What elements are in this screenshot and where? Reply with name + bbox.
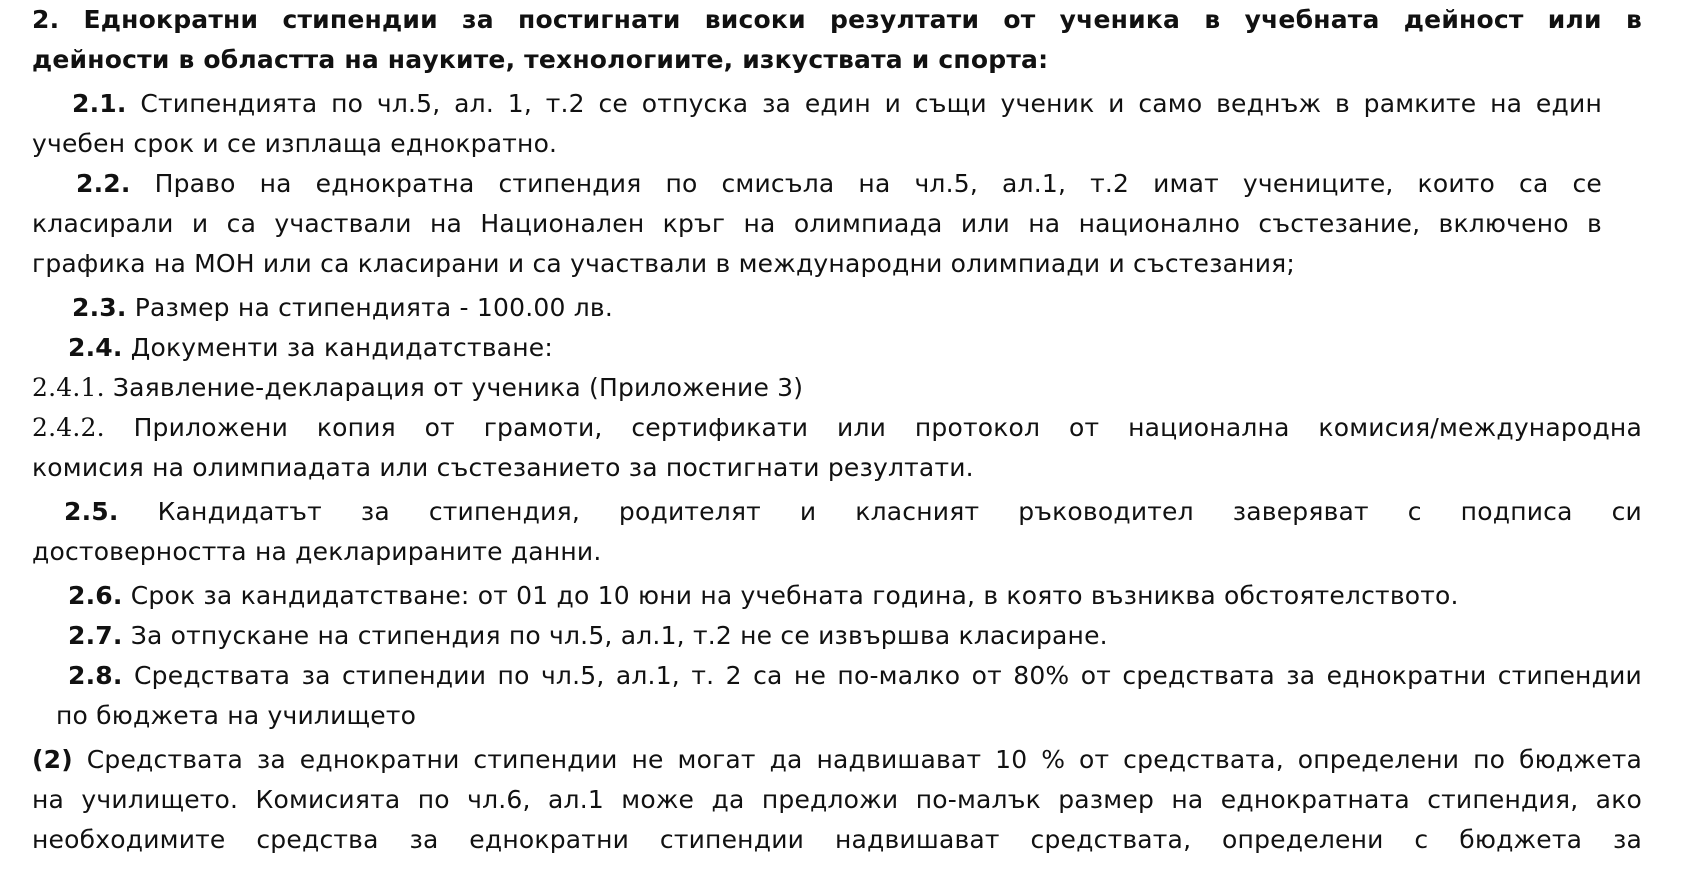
paragraph-text: За отпускане на стипендия по чл.5, ал.1, т.2 не се извършва класиране. (130, 621, 1108, 650)
paragraph-number: 2.6. (68, 581, 123, 610)
paragraph-2-4-1 (32, 370, 1642, 410)
paragraph-2-5-line-2: достоверността на декларираните данни. (32, 537, 602, 566)
paragraph-2-7 (68, 618, 1678, 658)
paragraph-text: Размер на стипендията - 100.00 лв. (134, 293, 613, 322)
paragraph-2-1-line-2: учебен срок и се изплаща еднократно. (32, 129, 558, 158)
paragraph-number: 2.5. (64, 497, 119, 526)
paragraph-number: 2.3. (72, 293, 127, 322)
paragraph-text: Право на еднократна стипендия по смисъла на чл.5, ал.1, т.2 имат учениците, които са се (154, 169, 1602, 198)
paragraph-text: Средствата за еднократни стипендии не могат да надвишават 10 % от средствата, определени по бюджета (86, 745, 1642, 774)
paragraph-number: 2.4.1. (32, 373, 105, 402)
paragraph-number: 2.7. (68, 621, 123, 650)
paragraph-2-line-1 (32, 742, 1642, 782)
paragraph-number: 2.4. (68, 333, 123, 362)
paragraph-text: Приложени копия от грамоти, сертификати или протокол от национална комисия/международна (133, 413, 1642, 442)
paragraph-2-1-line-1 (72, 86, 1602, 126)
section-heading-line-1: 2. Еднократни стипендии за постигнати високи резултати от ученика в учебната дейност или в (32, 5, 1642, 34)
paragraph-2-4-2-line-1 (32, 410, 1642, 450)
paragraph-text: Стипендията по чл.5, ал. 1, т.2 се отпуска за един и същи ученик и само веднъж в рамките на един (140, 89, 1602, 118)
paragraph-text: Средствата за стипендии по чл.5, ал.1, т. 2 са не по-малко от 80% от средствата за еднократни стипендии (133, 661, 1642, 690)
paragraph-number: 2.2. (76, 169, 131, 198)
paragraph-2-4 (68, 330, 1678, 370)
paragraph-2-line-3: необходимите средства за еднократни стипендии надвишават средствата, определени с бюджета за (32, 825, 1642, 854)
section-heading-line-2: дейности в областта на науките, технологиите, изкуствата и спорта: (32, 45, 1049, 74)
paragraph-2-2-line-3: графика на МОН или са класирани и са участвали в международни олимпиади и състезания; (32, 249, 1296, 278)
paragraph-number: (2) (32, 745, 73, 774)
paragraph-text: Документи за кандидатстване: (130, 333, 553, 362)
paragraph-2-4-2-line-2: комисия на олимпиадата или състезанието за постигнати резултати. (32, 453, 974, 482)
paragraph-2-8-line-1 (68, 658, 1642, 698)
paragraph-2-3 (72, 290, 1682, 330)
paragraph-2-2-line-2: класирали и са участвали на Национален кръг на олимпиада или на национално състезание, включено в (32, 209, 1602, 238)
paragraph-2-6 (68, 578, 1678, 618)
paragraph-text: Срок за кандидатстване: от 01 до 10 юни на учебната година, в която възниква обстоятелството. (130, 581, 1459, 610)
paragraph-2-line-2: на училището. Комисията по чл.6, ал.1 може да предложи по-малък размер на еднократната стипендия, ако (32, 785, 1642, 814)
paragraph-text: Кандидатът за стипендия, родителят и класният ръководител заверяват с подписа си (157, 497, 1642, 526)
paragraph-2-2-line-1 (76, 166, 1602, 206)
paragraph-number: 2.8. (68, 661, 123, 690)
paragraph-text: Заявление-декларация от ученика (Приложение 3) (112, 373, 804, 402)
paragraph-number: 2.4.2. (32, 413, 105, 442)
paragraph-2-5-line-1 (64, 494, 1642, 534)
paragraph-2-8-line-2: по бюджета на училището (56, 701, 417, 730)
paragraph-number: 2.1. (72, 89, 127, 118)
